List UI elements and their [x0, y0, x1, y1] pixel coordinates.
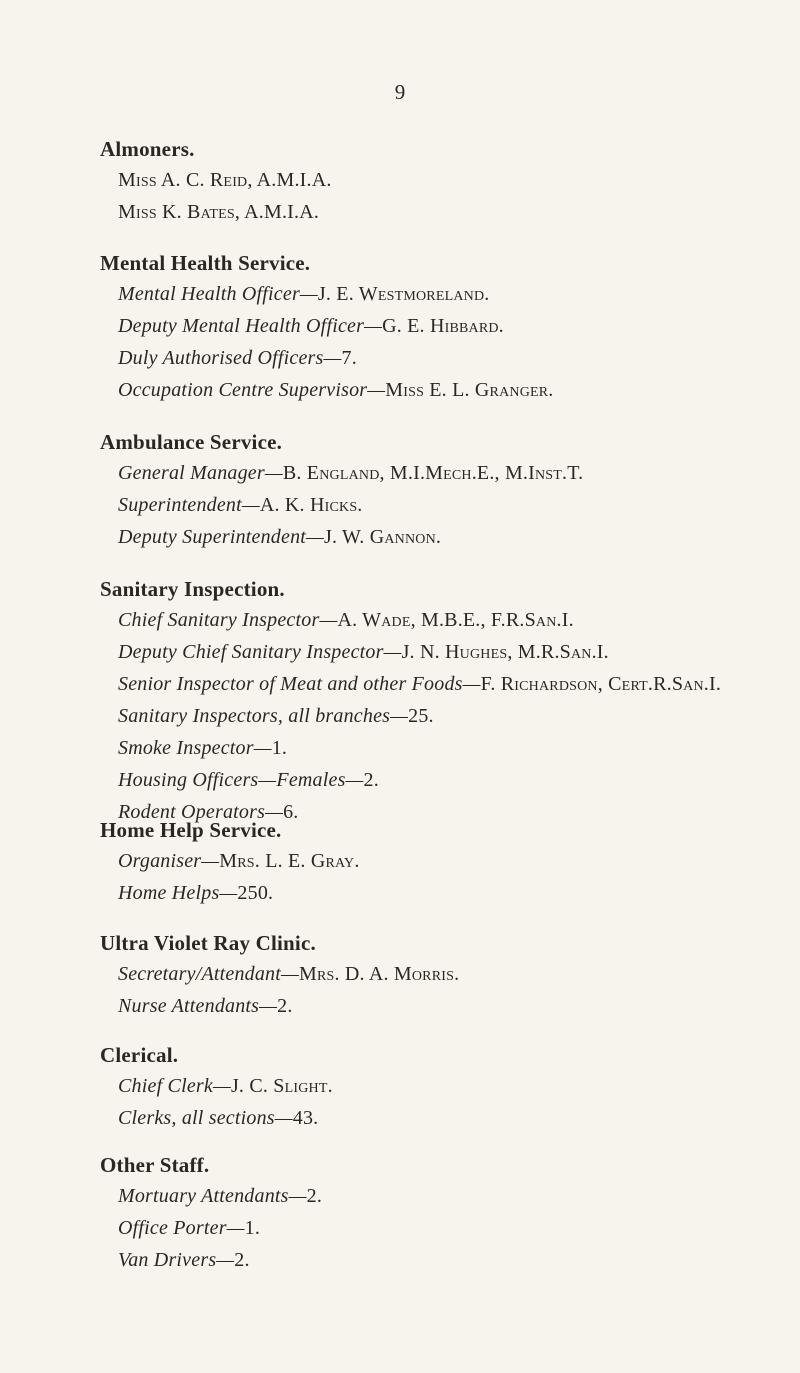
staff-name: G. E. Hibbard.: [382, 315, 504, 337]
section-almoners: [100, 134, 790, 228]
staff-entry: [100, 489, 790, 521]
staff-entry: [100, 958, 790, 990]
staff-role: Duly Authorised Officers—: [118, 347, 342, 369]
staff-role: General Manager—: [118, 462, 283, 484]
staff-name: Miss E. L. Granger.: [385, 379, 554, 401]
staff-entry: [100, 1212, 790, 1244]
staff-name: A. K. Hicks.: [259, 494, 363, 516]
section-heading: Almoners.: [100, 137, 195, 161]
staff-count: 25.: [408, 705, 434, 727]
staff-role: Mortuary Attendants—: [118, 1185, 307, 1207]
staff-entry: [100, 164, 790, 196]
staff-name: J. W. Gannon.: [324, 526, 442, 548]
staff-entry: [100, 1180, 790, 1212]
staff-role: Clerks, all sections—: [118, 1107, 293, 1129]
staff-entry: [100, 1070, 790, 1102]
staff-name: B. England, M.I.Mech.E., M.Inst.T.: [282, 462, 584, 484]
staff-entry: [100, 457, 790, 489]
staff-count: 7.: [341, 347, 357, 369]
staff-count: 1.: [244, 1217, 261, 1239]
section-ultra-violet-ray-clinic: [100, 928, 790, 1022]
staff-entry: [100, 700, 790, 732]
staff-role: Deputy Mental Health Officer—: [118, 315, 383, 337]
section-other-staff: [100, 1150, 790, 1276]
staff-role: Superintendent—: [118, 494, 260, 516]
staff-entry: [100, 604, 790, 636]
staff-count: 2.: [277, 995, 293, 1017]
staff-entry: [100, 278, 790, 310]
staff-role: Sanitary Inspectors, all branches—: [118, 705, 409, 727]
staff-count: 250.: [237, 882, 274, 904]
staff-entry: [100, 342, 790, 374]
section-heading: Mental Health Service.: [100, 251, 311, 275]
staff-count: 2.: [234, 1249, 250, 1271]
staff-role: Secretary/Attendant—: [118, 963, 299, 985]
staff-count: 6.: [283, 801, 299, 823]
staff-role: Nurse Attendants—: [118, 995, 278, 1017]
staff-entry: [100, 1102, 790, 1134]
staff-role: Deputy Chief Sanitary Inspector—: [118, 641, 402, 663]
staff-role: Chief Sanitary Inspector—: [118, 609, 338, 631]
staff-role: Office Porter—: [118, 1217, 245, 1239]
staff-entry: [100, 521, 790, 553]
staff-role: Chief Clerk—: [118, 1075, 231, 1097]
section-heading: Other Staff.: [100, 1153, 210, 1177]
staff-entry: [100, 732, 790, 764]
staff-name: Mrs. D. A. Morris.: [299, 963, 460, 985]
staff-name: Miss K. Bates, A.M.I.A.: [118, 201, 320, 223]
staff-role: Rodent Operators—: [118, 801, 284, 823]
staff-name: J. E. Westmoreland.: [317, 283, 490, 305]
staff-name: Miss A. C. Reid, A.M.I.A.: [118, 169, 332, 191]
staff-entry: [100, 990, 790, 1022]
section-heading: Ultra Violet Ray Clinic.: [100, 931, 316, 955]
staff-role: Deputy Superintendent—: [118, 526, 325, 548]
staff-role: Senior Inspector of Meat and other Foods—: [118, 673, 481, 695]
section-ambulance: [100, 427, 790, 553]
staff-role: Housing Officers—Females—: [118, 769, 364, 791]
section-heading: Ambulance Service.: [100, 430, 283, 454]
section-sanitary-inspection: [100, 574, 790, 828]
staff-count: 2.: [306, 1185, 323, 1207]
staff-name: A. Wade, M.B.E., F.R.San.I.: [337, 609, 574, 631]
staff-entry: [100, 374, 790, 406]
section-home-help: [100, 815, 790, 909]
staff-name: J. C. Slight.: [230, 1075, 333, 1097]
staff-role: Home Helps—: [118, 882, 238, 904]
staff-name: Mrs. L. E. Gray.: [219, 850, 360, 872]
section-clerical: [100, 1040, 790, 1134]
staff-count: 43.: [292, 1107, 319, 1129]
staff-role: Occupation Centre Supervisor—: [118, 379, 386, 401]
staff-role: Smoke Inspector—: [118, 737, 272, 759]
staff-entry: [100, 636, 790, 668]
staff-name: J. N. Hughes, M.R.San.I.: [401, 641, 609, 663]
staff-entry: [100, 196, 790, 228]
section-heading: Home Help Service.: [100, 818, 282, 842]
staff-entry: [100, 1244, 790, 1276]
staff-entry: [100, 668, 790, 700]
staff-count: 1.: [271, 737, 288, 759]
staff-role: Organiser—: [118, 850, 220, 872]
staff-entry: [100, 310, 790, 342]
staff-count: 2.: [363, 769, 379, 791]
staff-entry: [100, 764, 790, 796]
staff-role: Mental Health Officer—: [118, 283, 318, 305]
section-mental-health: [100, 248, 790, 406]
staff-role: Van Drivers—: [118, 1249, 235, 1271]
section-heading: Sanitary Inspection.: [100, 577, 285, 601]
staff-name: F. Richardson, Cert.R.San.I.: [480, 673, 722, 695]
section-heading: Clerical.: [100, 1043, 179, 1067]
staff-entry: [100, 845, 790, 877]
page-number: 9: [394, 80, 406, 104]
staff-entry: [100, 877, 790, 909]
